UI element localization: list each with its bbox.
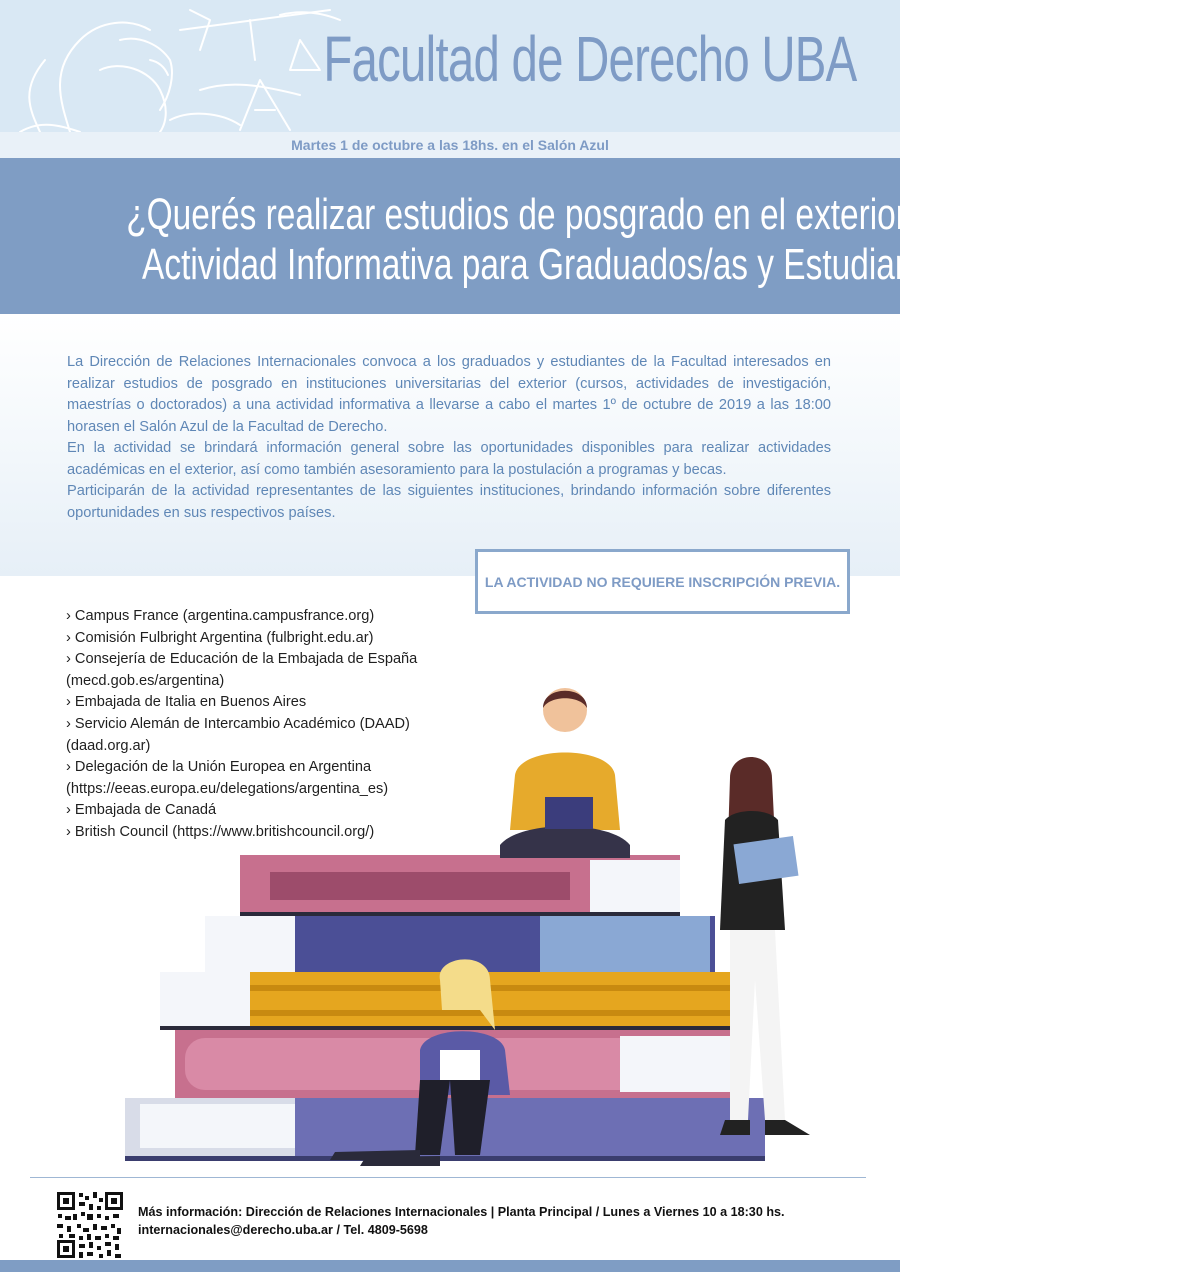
- list-item: › Consejería de Educación de la Embajada de España (mecd.gob.es/argentina): [66, 651, 418, 689]
- list-item: › Campus France (argentina.campusfrance.org): [66, 608, 375, 624]
- description-paragraph-1: La Dirección de Relaciones Internacionales convoca a los graduados y estudiantes de la Facultad interesados en realizar estudios de posgrado en instituciones universitarias del exterior (cursos, actividades de investigación, maestrías o doctorados) a una actividad informativa a llevarse a cabo el martes 1º de octubre de 2019 a las 18:00 horasen el Salón Azul de la Facultad de Derecho.: [67, 354, 831, 435]
- list-item: › Embajada de Italia en Buenos Aires: [66, 694, 307, 711]
- list-item: › British Council (https://www.britishcouncil.org/): [66, 823, 375, 840]
- event-date-text: Martes 1 de octubre a las 18hs. en el Salón Azul: [291, 137, 609, 153]
- list-item: › Embajada de Canadá: [66, 802, 217, 819]
- qr-code-icon: [55, 1190, 125, 1260]
- contact-info-line-2: internacionales@derecho.uba.ar / Tel. 4809-5698: [138, 1223, 428, 1237]
- contact-info: [138, 1203, 785, 1239]
- notice-text: LA ACTIVIDAD NO REQUIERE INSCRIPCIÓN PREVIA.: [484, 573, 841, 590]
- no-registration-notice: [475, 549, 850, 614]
- title-line-2-text: Actividad Informativa para Graduados/as y Estudiantes 2019: [142, 240, 1042, 289]
- event-date-strip: [0, 132, 900, 158]
- title-line-1-text: ¿Querés realizar estudios de posgrado en el exterior?: [126, 190, 926, 239]
- students-on-books-illustration-icon: [120, 680, 850, 1170]
- faculty-brand-title: Facultad de Derecho UBA: [322, 23, 856, 95]
- list-item: › Delegación de la Unión Europea en Argentina (https://eeas.europa.eu/delegations/argentina_es): [66, 759, 389, 797]
- footer-divider: [30, 1177, 866, 1178]
- description-paragraph-3: Participarán de la actividad representantes de las siguientes instituciones, brindando información sobre diferentes oportunidades en sus respectivos países.: [67, 483, 831, 521]
- title-line-1: [0, 190, 926, 240]
- bottom-accent-bar: [0, 1260, 900, 1272]
- title-line-2: [0, 240, 1042, 290]
- description-text: [67, 352, 831, 524]
- contact-info-line-1: Más información: Dirección de Relaciones Internacionales | Planta Principal / Lunes a Viernes 10 a 18:30 hs.: [138, 1205, 785, 1219]
- list-item: › Servicio Alemán de Intercambio Académico (DAAD) (daad.org.ar): [66, 715, 410, 754]
- list-item: › Comisión Fulbright Argentina (fulbright.edu.ar): [66, 629, 374, 646]
- header-banner: [0, 0, 900, 132]
- description-paragraph-2: En la actividad se brindará información general sobre las oportunidades disponibles para realizar actividades académicas en el exterior, así como también asesoramiento para la postulación a programas y becas.: [67, 440, 831, 478]
